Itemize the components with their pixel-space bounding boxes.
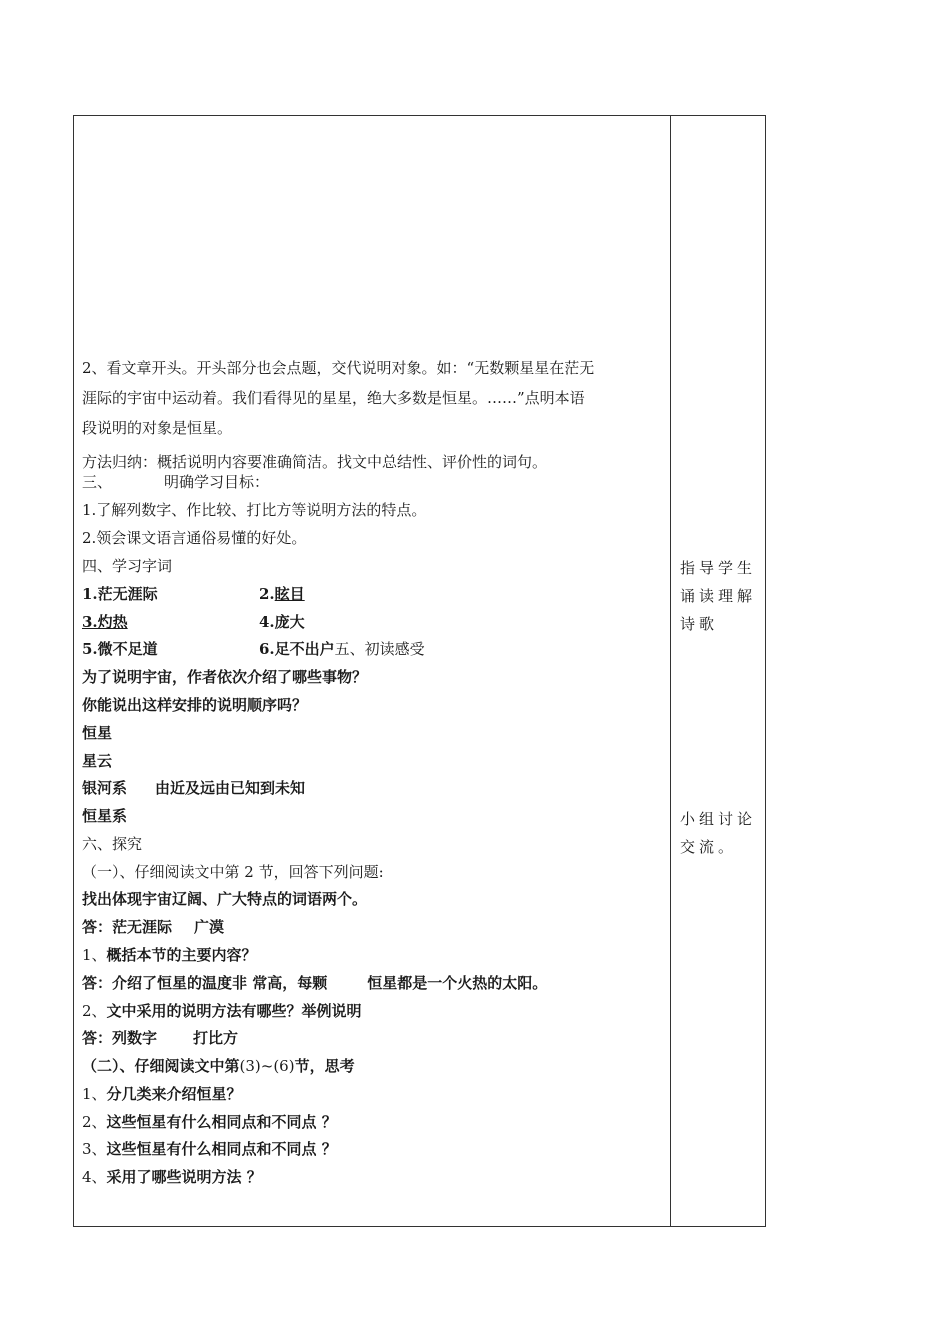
word-2 (259, 584, 305, 604)
part-2-question-1 (82, 1084, 242, 1104)
part-1-question: 找出体现宇宙辽阔、广大特点的词语两个。 (82, 890, 368, 908)
section-4-heading: 四、学习字词 (82, 557, 173, 575)
answer-part-a: 答：介绍了恒星的温度非 常高，每颗 (82, 974, 328, 992)
goal-2: 2.领会课文语言通俗易懂的好处。 (82, 529, 307, 547)
answer-part-a: 答：列数字 (82, 1029, 158, 1047)
paragraph-line: 2、看文章开头。开头部分也会点题，交代说明对象。如：“无数颗星星在茫无 (82, 359, 595, 377)
order-item-4: 恒星系 (82, 807, 128, 825)
side-note-1-line-2: 诵读理解 (680, 587, 757, 605)
word-row-2 (82, 612, 305, 632)
part-1-question-1 (82, 945, 257, 965)
section-6-heading: 六、探究 (82, 835, 143, 853)
section-3-heading (82, 472, 269, 492)
question-text: 这些恒星有什么相同点和不同点 ？ (106, 1140, 337, 1158)
order-note: 由近及远由已知到未知 (155, 779, 306, 797)
word-1: 1.茫无涯际 (82, 585, 158, 603)
paragraph-line: 涯际的宇宙中运动着。我们看得见的星星，绝大多数是恒星。……”点明本语 (82, 389, 585, 407)
part-2-heading (82, 1056, 355, 1076)
order-item-3-label: 银河系 (82, 779, 128, 797)
section-3-number: 三、 (82, 473, 113, 491)
side-note-2-line-1: 小组讨论 (680, 810, 757, 828)
word-3: 3.灼热 (82, 613, 128, 631)
part-2-question-4 (82, 1167, 262, 1187)
answer-label: 答：茫无涯际 (82, 918, 173, 936)
part-1-answer-1 (82, 973, 547, 993)
order-item-3 (82, 778, 305, 798)
answer-part-b: 恒星都是一个火热的太阳。 (367, 974, 548, 992)
part-2-question-2 (82, 1112, 337, 1132)
section-5-heading: 五、初读感受 (334, 640, 425, 658)
question-text: 采用了哪些说明方法 ？ (106, 1168, 262, 1186)
question-text: 分几类来介绍恒星？ (106, 1085, 242, 1103)
part-1-question-2 (82, 1001, 362, 1021)
answer-word: 广漠 (194, 918, 225, 936)
side-note-1-line-1: 指导学生 (680, 559, 757, 577)
part-2-range: (3)~(6) (239, 1057, 295, 1075)
question-number: 2、 (82, 1113, 107, 1131)
question-text: 概括本节的主要内容？ (106, 946, 257, 964)
part-1-answer (82, 917, 224, 937)
part-2-text-a: （二）、仔细阅读文中第 (82, 1057, 240, 1075)
side-note-2-line-2: 交流。 (680, 838, 738, 856)
question-text: 文中采用的说明方法有哪些？举例说明 (106, 1002, 362, 1020)
question-number: 4、 (82, 1168, 107, 1186)
question-number: 3、 (82, 1140, 107, 1158)
part-1-answer-2 (82, 1028, 238, 1048)
question-number: 2、 (82, 1002, 107, 1020)
part-1-heading: （一）、仔细阅读文中第 2 节，回答下列问题: (82, 863, 384, 881)
word-row-1 (82, 584, 305, 604)
goal-1: 1.了解列数字、作比较、打比方等说明方法的特点。 (82, 501, 427, 519)
side-note-1-line-3: 诗歌 (680, 615, 719, 633)
part-2-question-3 (82, 1139, 337, 1159)
column-divider (670, 116, 671, 1226)
answer-part-b: 打比方 (193, 1029, 239, 1047)
question-number: 1、 (82, 1085, 107, 1103)
word-2-text: 眩目 (274, 585, 305, 603)
method-summary: 方法归纳：概括说明内容要准确简洁。找文中总结性、评价性的词句。 (82, 453, 548, 471)
question-2: 你能说出这样安排的说明顺序吗？ (82, 696, 308, 714)
question-text: 这些恒星有什么相同点和不同点 ？ (106, 1113, 337, 1131)
question-1: 为了说明宇宙，作者依次介绍了哪些事物？ (82, 668, 368, 686)
part-2-text-c: 节，思考 (294, 1057, 355, 1075)
word-5: 5.微不足道 (82, 640, 158, 658)
section-3-title: 明确学习目标： (164, 473, 270, 491)
word-6: 6.足不出户 (259, 640, 335, 658)
word-row-3 (82, 639, 425, 659)
paragraph-line: 段说明的对象是恒星。 (82, 419, 233, 437)
word-4: 4.庞大 (259, 613, 305, 631)
word-2-number: 2. (259, 585, 275, 603)
order-item-1: 恒星 (82, 724, 113, 742)
question-number: 1、 (82, 946, 107, 964)
lesson-table (73, 115, 766, 1227)
order-item-2: 星云 (82, 752, 113, 770)
